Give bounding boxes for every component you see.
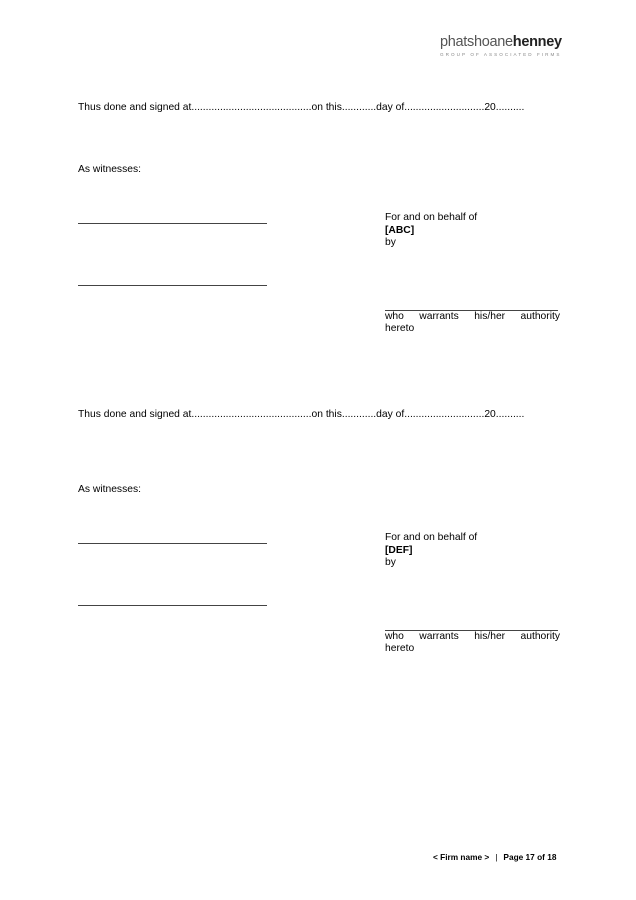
- by-label: by: [385, 557, 396, 568]
- authority-statement: [385, 631, 560, 644]
- party-name: [DEF]: [385, 545, 413, 556]
- behalf-label: For and on behalf of: [385, 212, 478, 223]
- witness-signature-line-1: [78, 223, 267, 224]
- firm-logo: [440, 34, 564, 58]
- authority-word: authority: [520, 311, 560, 322]
- witness-signature-line-1: [78, 543, 267, 544]
- page-footer: [433, 852, 556, 862]
- witnesses-label: As witnesses:: [78, 164, 141, 175]
- authority-word: his/her: [474, 311, 506, 322]
- logo-name-bold: henney: [512, 34, 562, 50]
- footer-firm-name: < Firm name >: [433, 852, 490, 862]
- authority-continuation: hereto: [385, 643, 415, 654]
- authority-continuation: hereto: [385, 323, 415, 334]
- witness-signature-line-2: [78, 605, 267, 606]
- party-name: [ABC]: [385, 225, 415, 236]
- authority-word: warrants: [419, 311, 459, 322]
- signed-line: Thus done and signed at..........................................on this............day of............................20..........: [78, 102, 525, 113]
- page-number: Page 17 of 18: [503, 852, 557, 862]
- by-label: by: [385, 237, 396, 248]
- authority-statement: [385, 311, 560, 324]
- authority-word: who: [385, 631, 404, 642]
- logo-tagline: GROUP OF ASSOCIATED FIRMS: [440, 52, 562, 57]
- footer-separator: |: [495, 852, 498, 862]
- logo-name-light: phatshoane: [440, 34, 513, 50]
- witnesses-label: As witnesses:: [78, 484, 141, 495]
- witness-signature-line-2: [78, 285, 267, 286]
- behalf-label: For and on behalf of: [385, 532, 478, 543]
- authority-word: authority: [520, 631, 560, 642]
- authority-word: his/her: [474, 631, 506, 642]
- signed-line: Thus done and signed at..........................................on this............day of............................20..........: [78, 409, 525, 420]
- authority-word: who: [385, 311, 404, 322]
- authority-word: warrants: [419, 631, 459, 642]
- logo-wordmark: [440, 34, 564, 50]
